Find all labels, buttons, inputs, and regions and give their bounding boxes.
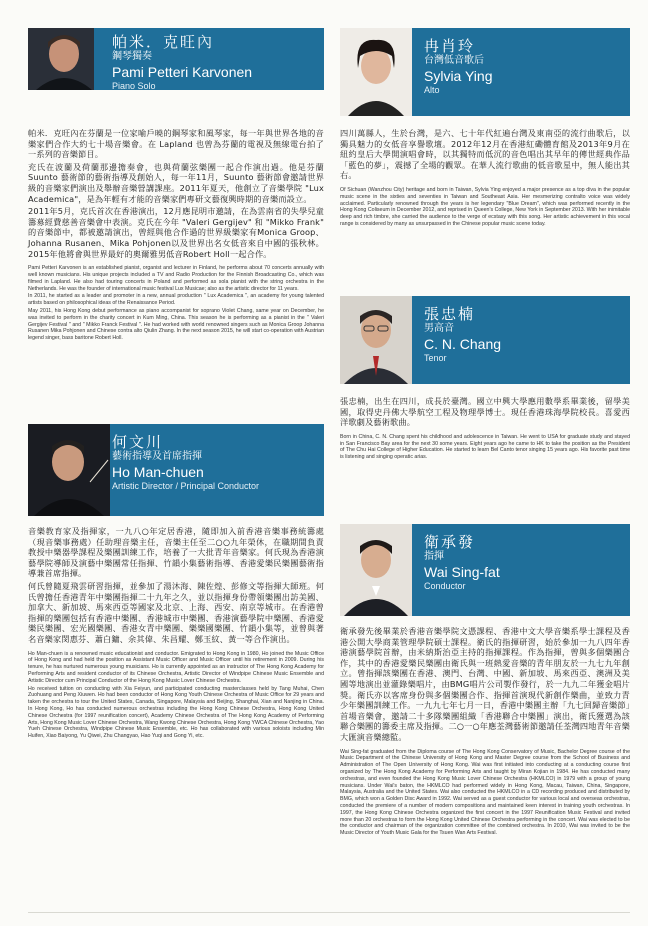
banner-chang	[340, 296, 630, 384]
karvonen-photo	[28, 28, 94, 90]
karvonen-bio	[28, 128, 324, 343]
chang-role-en: Tenor	[424, 353, 447, 363]
wai-bio-en-1: Wai Sing-fat graduated from the Diploma course of The Hong Kong Conservatory of Music, Bachelor Degree course of the Music Department of the Chinese University of Hong Kong and Master Degree course from the School of Business and Administration of The Open University of Hong Kong. Wai was first initiated into conducting at a conducting course first organized by The Hong Kong Academy for Performing Arts and taught by Miran Kojian in 1984. He has conducted many orchestras, and even founded the Hong Kong Music Lover Chinese Orchestra (HKMLCO) in 1979 with a group of young musicians. Under Wai's baton, the HKMLCO had performed widely in Hong Kong, Macau, Taiwan, China, Singapore, Malaysia, Australia and the United States. Wai also conducted the HKMLCO in a CD recording produced and distributed by BMG, which won a Golden Disc Award in 1992. Wai served as a guest conductor for various local and overseas orchestras, conducted the premiere of a number of modern compositions and maintained keen interest in training youth orchestras. In 1997, the Hong Kong Chinese Orchestra organized the first concert in the 1997 Reunification Music Festival and invited more than 20 orchestras to form the Hong Kong United Chinese Orchestra performing in the concert. Wai was elected to be the conductor and chairman of the organization committee of the combined orchestra. In 2010, Wai was invited to be the Music Director of Youth Music Gala for the Tsuen Wan Arts Festival.	[340, 748, 630, 837]
wai-role-en: Conductor	[424, 581, 466, 591]
ho-name-zh: 何文川	[112, 433, 164, 451]
chang-name-zh: 張忠楠	[424, 305, 476, 323]
banner-ying	[340, 28, 630, 116]
ho-role-en: Artistic Director / Principal Conductor	[112, 481, 260, 491]
chang-bio	[340, 396, 630, 462]
wai-role-zh: 指揮	[424, 551, 444, 562]
ying-bio-zh-1: 四川萬縣人，生於台灣，是六、七十年代紅遍台灣及東南亞的流行曲歌后，以獨具魅力的女低音享譽歌壇。2012年12月在香港紅磡體育館及2013年9月在紐約皇后大學開演唱會時，以其獨特而低沉的音色唱出其早年的傳世經典作品「藍色的夢」，震撼了全場的觀眾。在華人流行歌曲的低音歌星中，無人能出其右。	[340, 128, 630, 181]
karvonen-bio-zh-1: 帕米．克旺內在芬蘭是一位家喻戶曉的鋼琴家和風琴家，每一年與世界各地的音樂家們合作大約七十場音樂會。在 Lapland 也曾為芬蘭的電視及無線電台拍了一系列的音樂節目。	[28, 128, 324, 160]
ho-bio-zh-1: 音樂教育家及指揮家，一九八○年定居香港，隨即加入前香港音樂事務統籌處（現音樂事務處）任助理音樂主任，音樂主任至二○○九年榮休，在職期間負責教授中樂器學課程及樂團訓練工作，培養了一大批青年音樂家。何氏現為香港演藝學院導師及演藝中樂團常任指揮、竹韻小集藝術指導、香港愛樂民樂團藝術指導兼首席指揮。	[28, 526, 324, 579]
karvonen-name-en: Pami Petteri Karvonen	[112, 64, 253, 80]
banner-wai	[340, 524, 630, 616]
banner-ho	[28, 424, 324, 516]
karvonen-name-zh: 帕米．克旺內	[112, 33, 215, 51]
chang-role-zh: 男高音	[424, 323, 454, 334]
chang-name-en: C. N. Chang	[424, 336, 502, 352]
wai-photo	[340, 524, 412, 616]
ying-role-zh: 台灣低音歌后	[424, 55, 484, 66]
ho-bio-zh-2: 何氏曾隨夏飛雲研習指揮，並參加了湯沐海、陳佐煌、彭修文等指揮大師班。何氏曾擔任香港青年中樂團指揮二十九年之久，並以指揮身份帶領樂團出訪美國、加拿大、新加坡、馬來西亞等國家及北京、上海、西安、南京等城市。在香港曾指揮的樂團包括有香港中樂團、香港城市中樂團、香港演藝學院中樂團、香港愛樂民樂團、宏光國樂團、香港女青中樂團、樂樂國樂團、竹韻小集等，並曾與著名音樂家閔惠芬、蕭白鏞、余其偉、朱昌耀、鄭玉紋、黃一等合作演出。	[28, 580, 324, 644]
ying-name-en: Sylvia Ying	[424, 68, 493, 84]
ying-bio	[340, 128, 630, 229]
wai-name-zh: 衛承發	[424, 533, 476, 551]
ho-bio	[28, 526, 324, 741]
ho-photo	[28, 424, 110, 516]
karvonen-bio-en-3: May 2011, his Hong Kong debut performance as piano accompanist for soprano Violet Chang, same year on December, he was invited to perform in the charity concert in Kum Ming, China. This season he is performing as a pianist in the " Valeri Gergijev Festival " and " Mikko Franck Festival ". He had worked with world renowned singers such as Monica Groop Johanna Rusanen Mika Pohjonen and Chinese contra alto Qiulin Zhang. In the next season 2015, he will start co-operation with Austrian legend singer, bass baritone Robert Holl.	[28, 307, 324, 342]
wai-bio-zh-1: 衛承發先後畢業於香港音樂學院文憑課程、香港中文大學音樂系學士課程及香港公開大學商業管理學院碩士課程。衛氏的指揮研習，始於參加一九八四年香港演藝學院首辦，由米納斯治亞主持的指揮課程。作為指揮，曾與多個樂團合作，其中的香港愛樂民樂團由衛氏與一班熱愛音樂的青年朋友於一九七九年創立。曾指揮該樂團在香港、澳門、台灣、中國、新加坡、馬來西亞、澳洲及美國等地演出並灌錄樂唱片，由BMG唱片公司製作發行，於一九九二年獲金唱片獎。衛氏亦以客席身份與多個樂團合作、指揮首演現代新創作樂曲，並致力青少年樂團訓練工作。一九九七年七月一日，香港中樂團主辦「九七回歸音樂節」首場音樂會，邀請二十多隊樂團組織「香港聯合中樂團」演出，衛氏獲選為該聯合樂團的籌委主席及指揮。二○一○年應荃灣藝術節邀請任荃灣四地青年音樂大匯演音樂總監。	[340, 626, 630, 742]
ho-bio-en-1: Ho Man-chuen is a renowned music educationist and conductor. Emigrated to Hong Kong in 1980, Ho joined the Music Office of Hong Kong and had held the position as Assistant Music Officer and Music Officer until his retirement in 2009. During his tenure, he has nurtured numerous young musicians. Ho is currently appointed as an instructor of The Hong Kong Academy for Performing Arts and resident conductor of its Chinese Orchestra, Artistic Director of Windpipe Chinese Music Ensemble and Artistic Director cum Principal Conductor of the Hong Kong Music Lover Chinese Orchestra.	[28, 650, 324, 684]
chang-photo	[340, 296, 412, 384]
karvonen-bio-zh-3: 2011年5月，克氏首次在香港演出，12月應昆明市邀請，在為雲南省的失學兒童籌募經費慈善音樂會中表演。克氏在今年 "Valeri Gergijev" 和 "Mikko Frank" 的音樂節中，都被邀請演出，曾經與他合作過的世界級樂家有Monica Groop、Johanna Rusanen、Mika Pohjonen以及世界出名女低音來自中國的張秋林。2015年他將會與世界最好的奧爾雅男低音Robert Holl一起合作。	[28, 206, 324, 259]
karvonen-bio-en-2: In 2011, he started as a leader and promoter in a new, annual production " Lux Academica ", an academy for young talented artists based on philosophical ideas of the Renaissance Period.	[28, 293, 324, 307]
karvonen-bio-zh-2: 充氏在波蘭及荷蘭那邊擔奏會，也與荷蘭弦樂團一起合作演出過。他是芬蘭 Suunto 藝術節的藝術指導及創始人，每一年11月，Suunto 藝術節會邀請世界級的音樂家們演出及舉辦音樂營講課座。2011年夏天，他創立了音樂學院 "Lux Academica"，是為年輕有才能的音樂家們專研文藝復興時期的音樂而設立。	[28, 161, 324, 204]
karvonen-bio-en-1: Pami Petteri Karvonen is an established pianist, organist and lecturer in Finland, he performs about 70 concerts annually with well known musicians. His unique projects included a TV and Radio Production for the Finnish Broadcasting Co., which was filmed in Lapland. He also had touring concerts in Poland and performed as sola pianist with the string orchestra in the Netherlands. He was the founder of international music festival Lux Musicae; also as the artistic director for 11 years.	[28, 265, 324, 292]
ying-name-zh: 冉肖玲	[424, 37, 476, 55]
chang-bio-zh-1: 張忠楠，出生在四川，成長於臺灣。國立中興大學應用數學系畢業後，留學美國，取得史丹佛大學航空工程及物理學博士。現任香港珠海學院校長。喜愛西洋歌劇及藝術歌曲。	[340, 396, 630, 428]
ho-bio-en-2: Ho received tuition on conducting with Xia Feiyun, and participated conducting masterclasses held by Tang Muhai, Chen Zuohuang and Peng Xiuwen. Ho had been conductor of Hong Kong Youth Chinese Orchestra of Music Office for 29 years and taken the orchestra to tour the United States, Canada, Singapore, Malaysia and Beijing, Shanghai, Xian and Nanjing in China. In Hong Kong, Ho has conducted numerous orchestras including the Hong Kong Chinese Orchestra, Hong Kong United Chinese Orchestra (for 1997 reunification concert), Academy Chinese Orchestra of The Hong Kong Academy of Performing Arts, Hong Kong Music Lover Chinese Orchestra, Wang Kwong Chinese Orchestra, Hong Kong YWCA Chinese Orchestra, Yao Yueh Chinese Orchestra, Windpipe Chinese Music Ensemble, etc. Ho has collaborated with various soloists including Min Huifen, Xiao Baiyong, Yu Qiwei, Zhu Changyao, Hao Yuqi and Gong Yi, etc.	[28, 685, 324, 740]
ho-role-zh: 藝術指導及首席指揮	[112, 451, 202, 462]
karvonen-role-zh: 鋼琴獨奏	[112, 51, 152, 62]
chang-bio-en-1: Born in China, C. N. Chang spent his childhood and adolescence in Taiwan. He went to USA for graduate study and stayed in San Francisco Bay area for the next 30 some years. Eight years ago he came to HK to take the position as the President of The Chu Hai College of Higher Education. He started to learn Bel Canto tenor singing 15 years ago. His favorite past time is listening and singing operatic arias.	[340, 433, 630, 461]
ying-photo	[340, 28, 412, 116]
karvonen-role-en: Piano Solo	[112, 81, 156, 90]
ying-bio-en-1: Of Sichuan (Wanzhou City) heritage and born in Taiwan, Sylvia Ying enjoyed a major presence as a top diva in the popular music scene in the sixties and seventies in Taiwan and Southeast Asia. Her mesmerizing contralto voice was widely acclaimed. Particularly renowned through the years is her legendary "Blue Dream", which was performed recently in the Hong Kong Coliseum in December 2012, and reprised in Queen's College, New York in September 2013. With her inimitable deep and rich timbre, she carried the audience to the verge of ecstasy with this song. Her artistic achievement in this vocal range is considered by many as unsurpassed in the Chinese popular music scene today.	[340, 186, 630, 227]
ying-role-en: Alto	[424, 85, 440, 95]
banner-karvonen	[28, 28, 324, 90]
wai-bio	[340, 626, 630, 838]
footer-divider	[28, 912, 630, 913]
wai-name-en: Wai Sing-fat	[424, 564, 500, 580]
ho-name-en: Ho Man-chuen	[112, 464, 204, 480]
